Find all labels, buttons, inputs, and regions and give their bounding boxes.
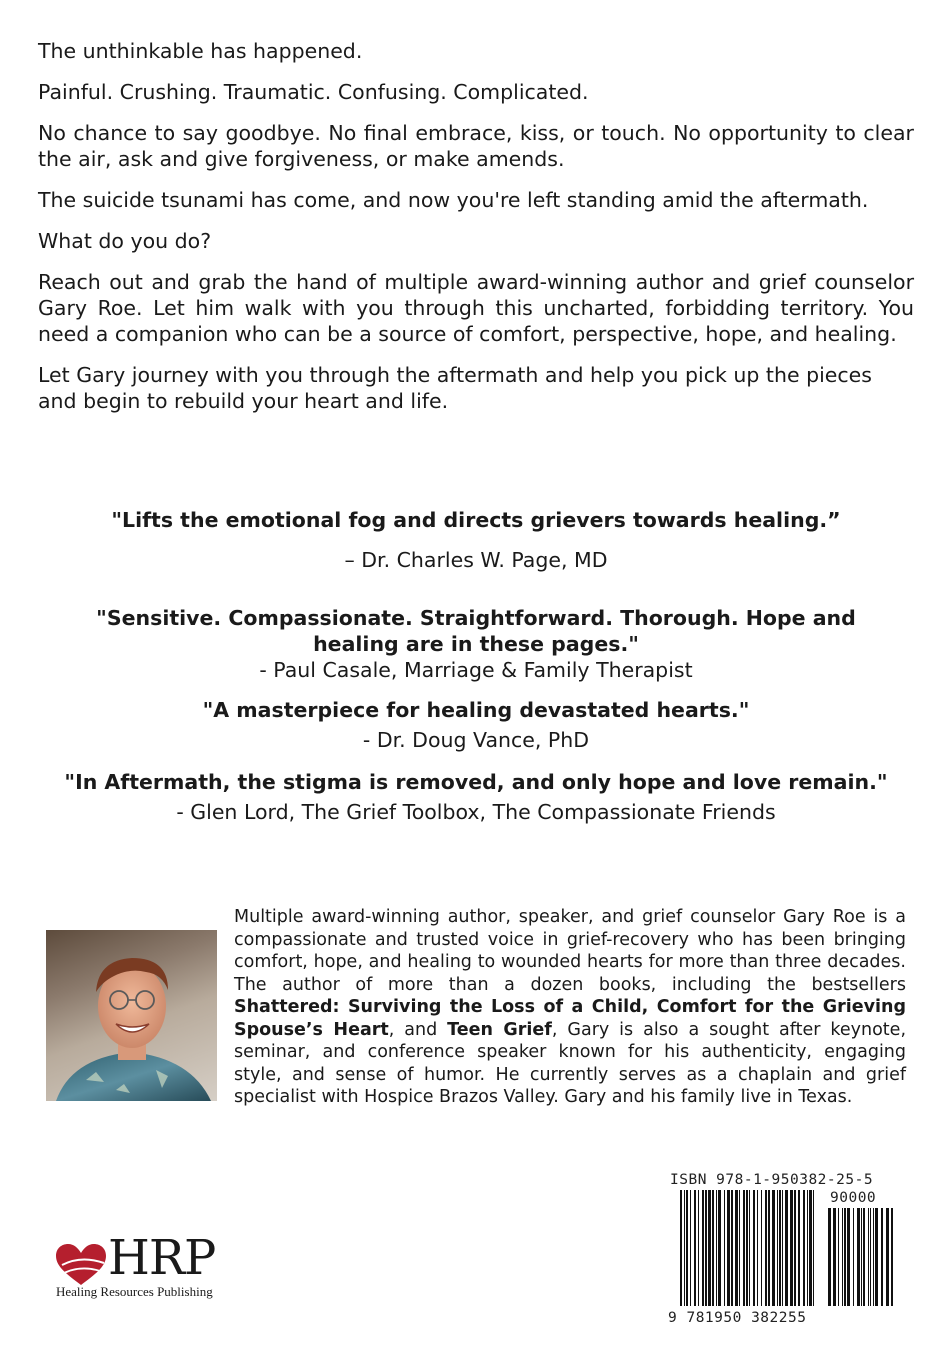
bio-text: , Gary is also a sought after keynote, seminar, and conference speaker known for his authenticity, engaging style, and sense of humor. He currently serves as a chaplain and grief specialist with Hospice Brazos Valley. Gary and his family live in Texas. [234,1019,907,1107]
bio-text: Multiple award-winning author, speaker, and grief counselor Gary Roe is a compassionate and trusted voice in grief-recovery who has been bringing comfort, hope, and healing to wounded hearts for more than three decades. The author of more than a dozen books, including the bestsellers [234,907,906,995]
barcode-bar [765,1190,767,1306]
endorsement-quote: "A masterpiece for healing devastated hearts." [202,698,750,722]
barcode-bar [705,1190,707,1306]
blurb-paragraph: No chance to say goodbye. No final embrace, kiss, or touch. No opportunity to clear the air, ask and give forgiveness, or make amends. [38,121,914,171]
ean-number: 9 781950 382255 [668,1310,807,1326]
barcode-bar [807,1190,808,1306]
isbn-barcode [668,1172,916,1328]
barcode-bar [844,1208,846,1306]
endorsement-quote: "In Aftermath, the stigma is removed, and only hope and love remain." [64,770,888,794]
bio-book-title: Teen Grief [447,1019,552,1040]
bio-text: , and [388,1019,448,1040]
barcode-bar [772,1190,775,1306]
isbn-number: ISBN 978-1-950382-25-5 [670,1172,874,1188]
barcode-bar [873,1208,874,1306]
barcode-bar [813,1190,814,1306]
blurb-paragraph: Reach out and grab the hand of multiple award-winning author and grief counselor Gary Roe. Let him walk with you through this uncharted, forbidding territory. You need a companion who can be a source of comfort, perspective, hope, and healing. [38,270,914,346]
barcode-bar [731,1190,733,1306]
barcode-bar [870,1208,871,1306]
barcode-bar [684,1190,685,1306]
barcode-bar [779,1190,781,1306]
endorsement-author: - Dr. Doug Vance, PhD [362,728,590,752]
barcode-bar [803,1190,805,1306]
bio-book-titles: Shattered: Surviving the Loss of a Child, Comfort for the Grieving Spouse’s Heart [234,997,906,1040]
blurb-paragraph: The suicide tsunami has come, and now you're left standing amid the aftermath. [38,188,869,212]
barcode-bar [746,1190,748,1306]
endorsement-author: - Paul Casale, Marriage & Family Therapist [259,658,693,682]
endorsement-author: - Glen Lord, The Grief Toolbox, The Compassionate Friends [176,800,776,824]
barcode-bar [761,1190,762,1306]
barcode-bar [809,1190,812,1306]
barcode-bar [798,1190,800,1306]
barcode-bar [686,1190,688,1306]
barcode-bar [868,1208,869,1306]
barcode-bar [790,1190,793,1306]
barcode-bar [716,1190,717,1306]
barcode-bar [753,1190,755,1306]
barcode-bar [875,1208,878,1306]
barcode-bar [861,1208,862,1306]
barcode-bar [785,1190,788,1306]
endorsement [30,605,922,683]
barcode-bar [743,1190,745,1306]
barcode-bar [794,1190,796,1306]
barcode-bar [694,1190,696,1306]
barcode-bar [881,1208,883,1306]
barcode-bar [842,1208,843,1306]
barcode-bar [768,1190,770,1306]
blurb-paragraph: Painful. Crushing. Traumatic. Confusing. Complicated. [38,80,589,104]
blurb-paragraph: What do you do? [38,229,212,253]
barcode-bar [735,1190,738,1306]
barcode-bar [727,1190,730,1306]
endorsements [30,507,922,825]
blurb-paragraph: Let Gary journey with you through the aftermath and help you pick up the pieces and begin to rebuild your heart and life. [38,363,872,413]
barcode-bar [853,1208,854,1306]
barcode-bar [698,1190,699,1306]
barcode-addon-bars [828,1208,893,1306]
barcode-addon-number: 90000 [830,1190,877,1206]
barcode-bar [857,1208,860,1306]
back-cover-blurb [38,38,914,429]
publisher-tagline: Healing Resources Publishing [56,1284,213,1299]
barcode-bar [712,1190,714,1306]
barcode-bar [724,1190,725,1306]
barcode-bar [718,1190,721,1306]
endorsement [30,507,922,573]
heart-icon [54,1243,108,1287]
barcode-bar [757,1190,758,1306]
barcode-bar [690,1190,691,1306]
barcode-bar [749,1190,750,1306]
barcode-bar [782,1190,783,1306]
barcode-bar [702,1190,704,1306]
author-bio [234,906,906,1109]
barcode-bar [777,1190,778,1306]
author-photo [46,930,217,1101]
blurb-paragraph: The unthinkable has happened. [38,39,363,63]
endorsement [30,769,922,825]
barcode-bars [680,1190,814,1306]
barcode-bar [680,1190,682,1306]
endorsement [30,697,922,753]
barcode-bar [847,1208,850,1306]
endorsement-quote: "Sensitive. Compassionate. Straightforward. Thorough. Hope and healing are in these pages." [96,606,856,656]
barcode-bar [708,1190,711,1306]
endorsement-quote: "Lifts the emotional fog and directs grievers towards healing.” [111,508,841,532]
barcode-bar [863,1208,865,1306]
barcode-bar [833,1208,836,1306]
barcode-bar [891,1208,893,1306]
publisher-name: HRP [108,1230,216,1286]
barcode-bar [838,1208,839,1306]
barcode-bar [886,1208,889,1306]
barcode-bar [739,1190,740,1306]
endorsement-author: – Dr. Charles W. Page, MD [344,548,608,572]
publisher-logo [54,1230,224,1302]
barcode-bar [828,1208,831,1306]
